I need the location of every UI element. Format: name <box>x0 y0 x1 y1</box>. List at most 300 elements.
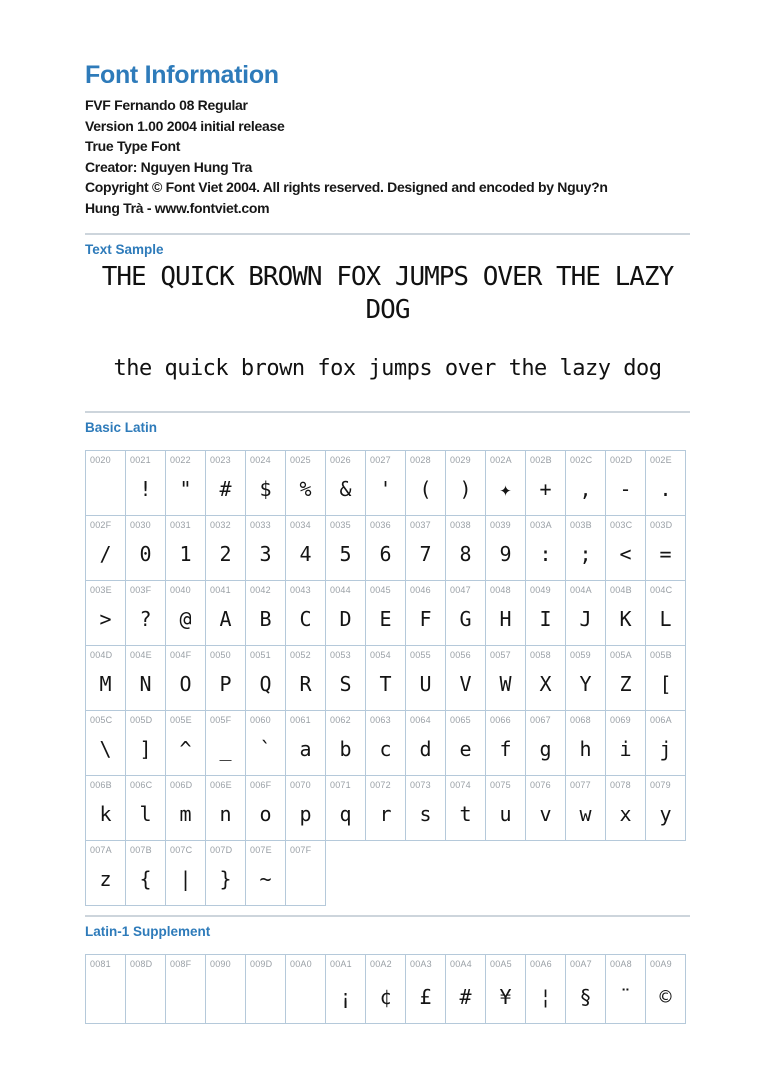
code-label: 005F <box>210 715 232 725</box>
glyph-cell-0074 <box>445 775 486 841</box>
glyph-cell-005A <box>605 645 646 711</box>
code-label: 00A4 <box>450 959 472 969</box>
glyph: y <box>659 802 672 826</box>
code-label: 003D <box>650 520 673 530</box>
glyph: ! <box>139 477 152 501</box>
code-label: 0047 <box>450 585 471 595</box>
code-label: 003C <box>610 520 633 530</box>
glyph: ^ <box>179 737 192 761</box>
glyph: E <box>379 607 392 631</box>
glyph: i <box>619 737 632 761</box>
glyph: S <box>339 672 352 696</box>
glyph-cell-0067 <box>525 710 566 776</box>
page-content <box>85 0 690 1024</box>
code-label: 0031 <box>170 520 191 530</box>
code-label: 002E <box>650 455 672 465</box>
code-label: 008F <box>170 959 192 969</box>
glyph: 6 <box>379 542 392 566</box>
glyph-cell-0022 <box>165 450 206 516</box>
glyph-cell-0034 <box>285 515 326 581</box>
code-label: 0034 <box>290 520 311 530</box>
glyph-cell-0069 <box>605 710 646 776</box>
glyph-cell-002C <box>565 450 606 516</box>
glyph-cell-0032 <box>205 515 246 581</box>
code-label: 0042 <box>250 585 271 595</box>
glyph: / <box>99 542 112 566</box>
section-divider <box>85 411 690 413</box>
basic-latin-heading: Basic Latin <box>85 420 158 435</box>
glyph-cell-0043 <box>285 580 326 646</box>
code-label: 004C <box>650 585 673 595</box>
code-label: 0033 <box>250 520 271 530</box>
code-label: 006C <box>130 780 153 790</box>
code-label: 006B <box>90 780 112 790</box>
code-label: 0052 <box>290 650 311 660</box>
glyph: ( <box>419 477 432 501</box>
glyph-cell-0041 <box>205 580 246 646</box>
glyph: 7 <box>419 542 432 566</box>
code-label: 0024 <box>250 455 271 465</box>
code-label: 0069 <box>610 715 631 725</box>
code-label: 004E <box>130 650 152 660</box>
glyph: I <box>539 607 552 631</box>
code-label: 0051 <box>250 650 271 660</box>
char-row <box>85 515 690 581</box>
glyph-cell-00A7 <box>565 954 606 1024</box>
glyph-cell-00A9 <box>645 954 686 1024</box>
glyph: { <box>139 867 152 891</box>
glyph-cell-003E <box>85 580 126 646</box>
code-label: 0028 <box>410 455 431 465</box>
glyph-cell-007D <box>205 840 246 906</box>
glyph-cell-0037 <box>405 515 446 581</box>
char-row <box>85 710 690 776</box>
code-label: 00A2 <box>370 959 392 969</box>
glyph-cell-0066 <box>485 710 526 776</box>
glyph-cell-007F <box>285 840 326 906</box>
glyph: § <box>579 985 592 1009</box>
glyph-cell-0059 <box>565 645 606 711</box>
glyph-cell-004E <box>125 645 166 711</box>
char-row <box>85 840 690 906</box>
code-label: 008D <box>130 959 153 969</box>
glyph-cell-0040 <box>165 580 206 646</box>
code-label: 005C <box>90 715 113 725</box>
glyph-cell-0050 <box>205 645 246 711</box>
glyph-cell-0025 <box>285 450 326 516</box>
code-label: 0021 <box>130 455 151 465</box>
code-label: 0040 <box>170 585 191 595</box>
code-label: 004D <box>90 650 113 660</box>
code-label: 0071 <box>330 780 351 790</box>
code-label: 00A8 <box>610 959 632 969</box>
glyph-cell-0031 <box>165 515 206 581</box>
glyph-cell-0049 <box>525 580 566 646</box>
glyph: ¥ <box>499 985 512 1009</box>
glyph: H <box>499 607 512 631</box>
glyph-cell-0068 <box>565 710 606 776</box>
glyph: _ <box>219 737 232 761</box>
glyph-cell-0026 <box>325 450 366 516</box>
glyph: T <box>379 672 392 696</box>
font-version-line: Version 1.00 2004 initial release <box>85 117 285 134</box>
glyph: j <box>659 737 672 761</box>
glyph: l <box>139 802 152 826</box>
glyph: D <box>339 607 352 631</box>
glyph: £ <box>419 985 432 1009</box>
glyph-cell-004C <box>645 580 686 646</box>
code-label: 0073 <box>410 780 431 790</box>
code-label: 002D <box>610 455 633 465</box>
code-label: 0078 <box>610 780 631 790</box>
glyph-cell-007E <box>245 840 286 906</box>
glyph-cell-00A6 <box>525 954 566 1024</box>
code-label: 006D <box>170 780 193 790</box>
glyph-cell-0048 <box>485 580 526 646</box>
code-label: 0046 <box>410 585 431 595</box>
glyph-cell-004F <box>165 645 206 711</box>
code-label: 0066 <box>490 715 511 725</box>
glyph-cell-0064 <box>405 710 446 776</box>
glyph: U <box>419 672 432 696</box>
code-label: 003B <box>570 520 592 530</box>
code-label: 0041 <box>210 585 231 595</box>
glyph-cell-004A <box>565 580 606 646</box>
code-label: 0075 <box>490 780 511 790</box>
glyph: t <box>459 802 472 826</box>
glyph-cell-0024 <box>245 450 286 516</box>
code-label: 0065 <box>450 715 471 725</box>
glyph: b <box>339 737 352 761</box>
code-label: 006E <box>210 780 232 790</box>
code-label: 0037 <box>410 520 431 530</box>
glyph: q <box>339 802 352 826</box>
code-label: 006A <box>650 715 672 725</box>
glyph: ` <box>259 737 272 761</box>
glyph-cell-0075 <box>485 775 526 841</box>
code-label: 0026 <box>330 455 351 465</box>
page-title: Font Information <box>85 61 279 89</box>
glyph-cell-006B <box>85 775 126 841</box>
code-label: 0043 <box>290 585 311 595</box>
code-label: 0090 <box>210 959 231 969</box>
glyph: ¨ <box>619 985 632 1009</box>
glyph: & <box>339 477 352 501</box>
glyph: r <box>379 802 392 826</box>
glyph-cell-0027 <box>365 450 406 516</box>
glyph-cell-0063 <box>365 710 406 776</box>
glyph-cell-0056 <box>445 645 486 711</box>
glyph-cell-006F <box>245 775 286 841</box>
glyph: B <box>259 607 272 631</box>
code-label: 0067 <box>530 715 551 725</box>
code-label: 00A1 <box>330 959 352 969</box>
glyph-cell-0079 <box>645 775 686 841</box>
section-divider <box>85 915 690 917</box>
glyph-cell-0054 <box>365 645 406 711</box>
glyph: 2 <box>219 542 232 566</box>
font-copyright-line-2: Hung Trà - www.fontviet.com <box>85 199 270 216</box>
glyph: a <box>299 737 312 761</box>
glyph: v <box>539 802 552 826</box>
glyph-cell-0021 <box>125 450 166 516</box>
glyph: @ <box>179 607 192 631</box>
code-label: 005A <box>610 650 632 660</box>
glyph: , <box>579 477 592 501</box>
glyph: ' <box>379 477 392 501</box>
code-label: 00A5 <box>490 959 512 969</box>
glyph: R <box>299 672 312 696</box>
glyph-cell-003C <box>605 515 646 581</box>
glyph-cell-005E <box>165 710 206 776</box>
code-label: 0064 <box>410 715 431 725</box>
glyph: s <box>419 802 432 826</box>
code-label: 0068 <box>570 715 591 725</box>
glyph: > <box>99 607 112 631</box>
code-label: 007A <box>90 845 112 855</box>
code-label: 0030 <box>130 520 151 530</box>
code-label: 0027 <box>370 455 391 465</box>
code-label: 0023 <box>210 455 231 465</box>
code-label: 005D <box>130 715 153 725</box>
glyph-cell-0053 <box>325 645 366 711</box>
glyph: - <box>619 477 632 501</box>
code-label: 0020 <box>90 455 111 465</box>
glyph-cell-0077 <box>565 775 606 841</box>
glyph: 5 <box>339 542 352 566</box>
code-label: 004F <box>170 650 192 660</box>
glyph: ; <box>579 542 592 566</box>
glyph-cell-009D <box>245 954 286 1024</box>
glyph-cell-006C <box>125 775 166 841</box>
font-copyright-line-1: Copyright © Font Viet 2004. All rights reserved. Designed and encoded by Nguy?n <box>85 179 608 195</box>
code-label: 0032 <box>210 520 231 530</box>
glyph-cell-0023 <box>205 450 246 516</box>
code-label: 002C <box>570 455 593 465</box>
glyph-cell-0047 <box>445 580 486 646</box>
glyph-cell-0058 <box>525 645 566 711</box>
glyph-cell-0035 <box>325 515 366 581</box>
font-info-block <box>85 95 690 218</box>
glyph: Y <box>579 672 592 696</box>
code-label: 0045 <box>370 585 391 595</box>
code-label: 007F <box>290 845 312 855</box>
glyph-cell-0036 <box>365 515 406 581</box>
code-label: 007C <box>170 845 193 855</box>
glyph-cell-0020 <box>85 450 126 516</box>
glyph: O <box>179 672 192 696</box>
code-label: 00A0 <box>290 959 312 969</box>
glyph: . <box>659 477 672 501</box>
code-label: 0057 <box>490 650 511 660</box>
glyph-cell-008F <box>165 954 206 1024</box>
glyph: p <box>299 802 312 826</box>
glyph-cell-0033 <box>245 515 286 581</box>
text-sample-heading: Text Sample <box>85 242 164 257</box>
char-row <box>85 450 690 516</box>
glyph: w <box>579 802 592 826</box>
code-label: 002B <box>530 455 552 465</box>
code-label: 0077 <box>570 780 591 790</box>
glyph: ? <box>139 607 152 631</box>
code-label: 0054 <box>370 650 391 660</box>
glyph-cell-0060 <box>245 710 286 776</box>
code-label: 0060 <box>250 715 271 725</box>
glyph: K <box>619 607 632 631</box>
glyph-cell-0038 <box>445 515 486 581</box>
glyph: © <box>659 985 672 1009</box>
code-label: 0053 <box>330 650 351 660</box>
code-label: 0061 <box>290 715 311 725</box>
glyph: x <box>619 802 632 826</box>
glyph-cell-00A5 <box>485 954 526 1024</box>
glyph: C <box>299 607 312 631</box>
glyph-cell-0055 <box>405 645 446 711</box>
code-label: 0025 <box>290 455 311 465</box>
glyph: W <box>499 672 512 696</box>
glyph-cell-0030 <box>125 515 166 581</box>
code-label: 002F <box>90 520 112 530</box>
code-label: 0022 <box>170 455 191 465</box>
basic-latin-grid <box>85 450 690 906</box>
glyph-cell-002A <box>485 450 526 516</box>
glyph: V <box>459 672 472 696</box>
code-label: 0058 <box>530 650 551 660</box>
code-label: 00A3 <box>410 959 432 969</box>
glyph: + <box>539 477 552 501</box>
code-label: 003F <box>130 585 152 595</box>
glyph-cell-0045 <box>365 580 406 646</box>
glyph: ] <box>139 737 152 761</box>
latin1-supplement-heading: Latin-1 Supplement <box>85 924 211 939</box>
code-label: 00A7 <box>570 959 592 969</box>
glyph-cell-006E <box>205 775 246 841</box>
latin1-supplement-grid <box>85 954 690 1024</box>
glyph-cell-0073 <box>405 775 446 841</box>
char-row <box>85 954 690 1024</box>
glyph-cell-0057 <box>485 645 526 711</box>
glyph: ¦ <box>539 985 552 1009</box>
glyph-cell-002D <box>605 450 646 516</box>
glyph: % <box>299 477 312 501</box>
code-label: 0044 <box>330 585 351 595</box>
glyph: \ <box>99 737 112 761</box>
glyph-cell-0071 <box>325 775 366 841</box>
code-label: 0036 <box>370 520 391 530</box>
code-label: 0062 <box>330 715 351 725</box>
glyph: c <box>379 737 392 761</box>
glyph: g <box>539 737 552 761</box>
glyph-cell-0046 <box>405 580 446 646</box>
glyph: : <box>539 542 552 566</box>
code-label: 003A <box>530 520 552 530</box>
code-label: 0050 <box>210 650 231 660</box>
glyph-cell-0076 <box>525 775 566 841</box>
glyph: < <box>619 542 632 566</box>
glyph: " <box>179 477 192 501</box>
code-label: 005B <box>650 650 672 660</box>
glyph: X <box>539 672 552 696</box>
glyph: 8 <box>459 542 472 566</box>
glyph: ¢ <box>379 985 392 1009</box>
glyph-cell-005D <box>125 710 166 776</box>
glyph-cell-00A0 <box>285 954 326 1024</box>
code-label: 009D <box>250 959 273 969</box>
glyph: G <box>459 607 472 631</box>
glyph-cell-00A2 <box>365 954 406 1024</box>
glyph: [ <box>659 672 672 696</box>
code-label: 0070 <box>290 780 311 790</box>
glyph: h <box>579 737 592 761</box>
code-label: 0029 <box>450 455 471 465</box>
code-label: 0074 <box>450 780 471 790</box>
glyph-cell-007B <box>125 840 166 906</box>
char-row <box>85 645 690 711</box>
code-label: 005E <box>170 715 192 725</box>
glyph-cell-0070 <box>285 775 326 841</box>
code-label: 0079 <box>650 780 671 790</box>
font-name-line: FVF Fernando 08 Regular <box>85 97 248 113</box>
code-label: 007B <box>130 845 152 855</box>
glyph-cell-006D <box>165 775 206 841</box>
glyph-cell-0062 <box>325 710 366 776</box>
code-label: 002A <box>490 455 512 465</box>
glyph-cell-0061 <box>285 710 326 776</box>
glyph-cell-006A <box>645 710 686 776</box>
glyph-cell-0028 <box>405 450 446 516</box>
glyph-cell-0078 <box>605 775 646 841</box>
font-creator-line: Creator: Nguyen Hung Tra <box>85 158 253 175</box>
glyph: L <box>659 607 672 631</box>
glyph: u <box>499 802 512 826</box>
glyph: z <box>99 867 112 891</box>
code-label: 0059 <box>570 650 591 660</box>
glyph: # <box>219 477 232 501</box>
glyph-cell-003B <box>565 515 606 581</box>
glyph: # <box>459 985 472 1009</box>
glyph: M <box>99 672 112 696</box>
glyph-cell-0072 <box>365 775 406 841</box>
glyph-cell-002B <box>525 450 566 516</box>
glyph-cell-003F <box>125 580 166 646</box>
text-sample-uppercase: THE QUICK BROWN FOX JUMPS OVER THE LAZY DOG <box>101 262 674 325</box>
code-label: 0076 <box>530 780 551 790</box>
glyph: 0 <box>139 542 152 566</box>
glyph: 3 <box>259 542 272 566</box>
code-label: 0063 <box>370 715 391 725</box>
glyph: $ <box>259 477 272 501</box>
glyph: A <box>219 607 232 631</box>
glyph: n <box>219 802 232 826</box>
glyph-cell-007C <box>165 840 206 906</box>
code-label: 0048 <box>490 585 511 595</box>
glyph: P <box>219 672 232 696</box>
glyph: | <box>179 867 192 891</box>
glyph-cell-00A1 <box>325 954 366 1024</box>
glyph-cell-005F <box>205 710 246 776</box>
font-type-line: True Type Font <box>85 138 181 154</box>
glyph: m <box>179 802 192 826</box>
glyph: N <box>139 672 152 696</box>
code-label: 0055 <box>410 650 431 660</box>
text-sample-lowercase: the quick brown fox jumps over the lazy dog <box>113 356 662 381</box>
glyph-cell-004D <box>85 645 126 711</box>
glyph-cell-0090 <box>205 954 246 1024</box>
glyph-cell-00A8 <box>605 954 646 1024</box>
glyph-cell-0065 <box>445 710 486 776</box>
glyph-cell-005B <box>645 645 686 711</box>
code-label: 004A <box>570 585 592 595</box>
